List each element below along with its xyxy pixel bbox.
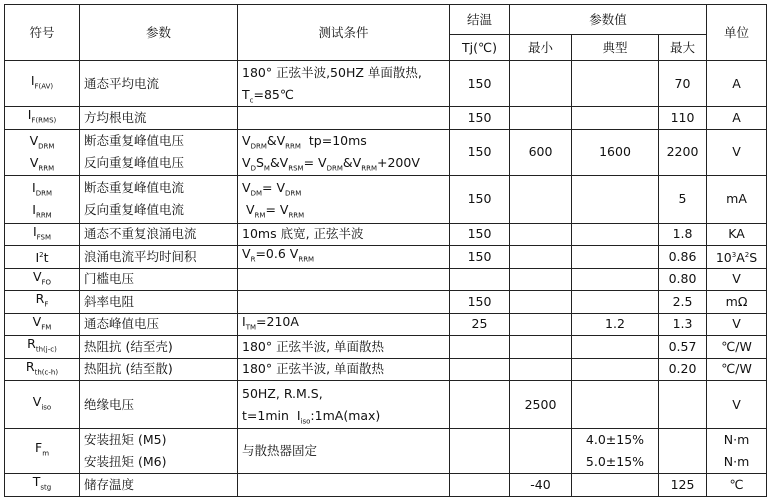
symbol-cell xyxy=(5,336,80,359)
cond-text: &V xyxy=(269,155,289,170)
header-unit: 单位 xyxy=(707,5,767,61)
symbol-cell xyxy=(5,268,80,291)
typ-line: 4.0±15% xyxy=(585,432,645,447)
param-cell: 通态平均电流 xyxy=(80,61,238,107)
cond-line xyxy=(242,405,445,427)
symbol-cell xyxy=(5,429,80,474)
cond-sub: RSM xyxy=(288,164,304,173)
cond-line xyxy=(242,177,445,199)
max-cell: 2200 xyxy=(659,129,707,175)
unit-cell: V xyxy=(707,381,767,429)
cond-cell xyxy=(238,129,450,175)
cond-line xyxy=(242,199,445,221)
symbol-text: R xyxy=(35,291,45,306)
unit-cell: ℃/W xyxy=(707,336,767,359)
cond-sub: DRM xyxy=(285,189,302,198)
cond-sub: RM xyxy=(254,211,266,220)
table-row-rthjc xyxy=(5,336,767,359)
symbol-text: I xyxy=(27,107,32,122)
typ-cell xyxy=(572,268,659,291)
max-cell: 125 xyxy=(659,474,707,497)
typ-cell xyxy=(572,175,659,223)
typ-cell: 1600 xyxy=(572,129,659,175)
header-min: 最小 xyxy=(510,35,572,61)
param-cell: 方均根电流 xyxy=(80,107,238,130)
symbol-text: I xyxy=(32,202,36,217)
cond-text: = V xyxy=(265,202,289,217)
cond-cell: 与散热器固定 xyxy=(238,429,450,474)
typ-cell xyxy=(572,291,659,314)
cond-text: T xyxy=(242,86,250,102)
unit-text: 10 xyxy=(715,250,732,266)
symbol-text: R xyxy=(27,336,36,351)
unit-cell: V xyxy=(707,129,767,175)
table-row-rthch xyxy=(5,358,767,381)
cond-text: &V xyxy=(342,155,362,170)
table-row-ifsm xyxy=(5,223,767,246)
unit-line: N·m xyxy=(723,454,750,469)
cond-cell xyxy=(238,268,450,291)
symbol-sub: RRM xyxy=(38,164,55,173)
header-max: 最大 xyxy=(659,35,707,61)
cond-cell: 10ms 底宽, 正弦半波 xyxy=(238,223,450,246)
cond-cell xyxy=(238,61,450,107)
tj-cell xyxy=(450,358,510,381)
symbol-cell xyxy=(5,175,80,223)
symbol-cell xyxy=(5,313,80,336)
max-cell: 0.57 xyxy=(659,336,707,359)
param-cell: 热阻抗 (结至壳) xyxy=(80,336,238,359)
cond-text: &V xyxy=(266,133,286,148)
cond-text: I xyxy=(242,313,246,329)
tj-cell xyxy=(450,429,510,474)
unit-cell: V xyxy=(707,313,767,336)
tj-cell: 150 xyxy=(450,246,510,269)
cond-sub: RRM xyxy=(298,255,315,264)
max-cell: 0.80 xyxy=(659,268,707,291)
header-tj1: 结温 xyxy=(450,5,510,35)
cond-cell xyxy=(238,313,450,336)
max-cell: 2.5 xyxy=(659,291,707,314)
cond-sub: RRM xyxy=(361,164,377,173)
param-line: 反向重复峰值电流 xyxy=(84,202,185,217)
unit-sup: 3 xyxy=(731,251,737,260)
symbol-sub: DRM xyxy=(35,189,52,198)
symbol-text: I xyxy=(30,72,35,88)
min-cell xyxy=(510,223,572,246)
unit-cell: ℃ xyxy=(707,474,767,497)
cond-cell: 180° 正弦半波, 单面散热 xyxy=(238,358,450,381)
typ-cell xyxy=(572,61,659,107)
symbol-text: R xyxy=(25,358,35,374)
cond-text: t=1min I xyxy=(242,407,301,423)
symbol-text: V xyxy=(32,393,42,409)
cond-line: 180° 正弦半波,50HZ 单面散热, xyxy=(242,64,422,80)
header-cond: 测试条件 xyxy=(238,5,450,61)
symbol-line xyxy=(9,130,75,152)
unit-text: A xyxy=(736,250,745,266)
typ-cell xyxy=(572,223,659,246)
cond-line xyxy=(242,152,445,174)
symbol-text: V xyxy=(29,155,39,170)
cond-text: :1mA(max) xyxy=(310,407,381,423)
max-cell: 70 xyxy=(659,61,707,107)
unit-line: N·m xyxy=(723,432,750,447)
param-cell: 储存温度 xyxy=(80,474,238,497)
tj-cell xyxy=(450,381,510,429)
symbol-cell xyxy=(5,291,80,314)
unit-cell xyxy=(707,246,767,269)
param-cell xyxy=(80,175,238,223)
symbol-cell xyxy=(5,474,80,497)
symbol-line xyxy=(9,199,75,221)
unit-cell: ℃/W xyxy=(707,358,767,381)
typ-cell xyxy=(572,246,659,269)
symbol-line xyxy=(9,177,75,199)
max-cell: 0.86 xyxy=(659,246,707,269)
tj-cell: 150 xyxy=(450,223,510,246)
table-row-vfm xyxy=(5,313,767,336)
symbol-cell xyxy=(5,129,80,175)
param-line: 反向重复峰值电压 xyxy=(84,155,185,170)
min-cell xyxy=(510,358,572,381)
cond-cell xyxy=(238,175,450,223)
param-cell: 浪涌电流平均时间积 xyxy=(80,246,238,269)
tj-cell xyxy=(450,474,510,497)
cond-sub: DM xyxy=(250,189,262,198)
cond-sub: c xyxy=(249,96,254,104)
symbol-cell xyxy=(5,107,80,130)
cond-text: = V xyxy=(262,180,285,195)
header-symbol: 符号 xyxy=(5,5,80,61)
cond-cell xyxy=(238,381,450,429)
max-cell: 1.8 xyxy=(659,223,707,246)
cond-cell: 180° 正弦半波, 单面散热 xyxy=(238,336,450,359)
param-cell: 通态峰值电压 xyxy=(80,313,238,336)
unit-text: S xyxy=(749,250,758,266)
cond-sub: R xyxy=(250,255,256,264)
cond-sub: RRM xyxy=(285,142,301,151)
cond-sub: DRM xyxy=(326,164,343,173)
typ-cell xyxy=(572,429,659,474)
cond-cell xyxy=(238,107,450,130)
cond-text: =85℃ xyxy=(253,86,294,102)
unit-cell: A xyxy=(707,61,767,107)
cond-text: V xyxy=(242,202,255,217)
header-tj2: Tj(℃) xyxy=(450,35,510,61)
symbol-sub: iso xyxy=(41,403,52,412)
symbol-sub: DRM xyxy=(38,142,55,151)
typ-cell xyxy=(572,381,659,429)
unit-cell: KA xyxy=(707,223,767,246)
cond-text: S xyxy=(255,155,264,170)
typ-cell xyxy=(572,474,659,497)
cond-text: = V xyxy=(303,155,327,170)
tj-cell xyxy=(450,268,510,291)
symbol-cell xyxy=(5,246,80,269)
max-cell: 0.20 xyxy=(659,358,707,381)
min-cell xyxy=(510,336,572,359)
cond-sub: TM xyxy=(245,323,257,331)
table-row-i2t xyxy=(5,246,767,269)
tj-cell: 150 xyxy=(450,291,510,314)
min-cell: -40 xyxy=(510,474,572,497)
max-cell: 110 xyxy=(659,107,707,130)
table-row-idrm xyxy=(5,175,767,223)
min-cell xyxy=(510,429,572,474)
min-cell xyxy=(510,61,572,107)
cond-sub: DRM xyxy=(250,142,267,151)
header-values: 参数值 xyxy=(510,5,707,35)
max-cell xyxy=(659,381,707,429)
table-row-vfo xyxy=(5,268,767,291)
header-param: 参数 xyxy=(80,5,238,61)
symbol-text: I xyxy=(35,250,40,266)
param-cell: 热阻抗 (结至散) xyxy=(80,358,238,381)
symbol-sub: th(j-c) xyxy=(35,345,57,354)
min-cell xyxy=(510,107,572,130)
symbol-sub: F xyxy=(44,300,49,309)
symbol-cell xyxy=(5,223,80,246)
tj-cell: 150 xyxy=(450,107,510,130)
table-row-vdrm xyxy=(5,129,767,175)
min-cell: 600 xyxy=(510,129,572,175)
param-cell: 通态不重复浪涌电流 xyxy=(80,223,238,246)
param-line: 断态重复峰值电压 xyxy=(84,133,185,148)
symbol-sub: FM xyxy=(41,323,52,331)
max-cell: 5 xyxy=(659,175,707,223)
symbol-cell xyxy=(5,61,80,107)
cond-line: 50HZ, R.M.S, xyxy=(242,385,323,401)
cond-text: V xyxy=(242,180,251,195)
cond-cell xyxy=(238,474,450,497)
tj-cell: 150 xyxy=(450,61,510,107)
symbol-sup: 2 xyxy=(39,251,44,260)
symbol-text: t xyxy=(43,250,49,266)
cond-text: +200V xyxy=(377,155,420,170)
symbol-text: V xyxy=(29,133,39,148)
symbol-line xyxy=(9,152,75,174)
typ-line: 5.0±15% xyxy=(585,454,645,469)
unit-cell xyxy=(707,429,767,474)
symbol-text: F xyxy=(34,440,43,456)
param-cell: 门槛电压 xyxy=(80,268,238,291)
cond-line xyxy=(242,84,445,106)
spec-table xyxy=(4,4,767,497)
cond-text: V xyxy=(242,155,251,170)
tj-cell: 150 xyxy=(450,129,510,175)
table-row-ifav xyxy=(5,61,767,107)
param-cell: 绝缘电压 xyxy=(80,381,238,429)
unit-sup: 2 xyxy=(744,251,750,260)
min-cell xyxy=(510,246,572,269)
unit-cell: mA xyxy=(707,175,767,223)
symbol-text: V xyxy=(32,313,42,329)
cond-line xyxy=(242,130,445,152)
cond-text: V xyxy=(242,133,251,148)
tj-cell xyxy=(450,336,510,359)
min-cell xyxy=(510,291,572,314)
table-row-tstg xyxy=(5,474,767,497)
symbol-cell xyxy=(5,358,80,381)
min-cell xyxy=(510,268,572,291)
cond-sub: RRM xyxy=(288,211,305,220)
cond-sub: iso xyxy=(300,417,311,425)
header-typ: 典型 xyxy=(572,35,659,61)
table-row-ifrms xyxy=(5,107,767,130)
symbol-sub: F(AV) xyxy=(34,82,54,91)
symbol-sub: F(RMS) xyxy=(31,116,57,125)
symbol-sub: stg xyxy=(40,483,52,492)
cond-text: tp=10ms xyxy=(300,133,367,148)
min-cell xyxy=(510,175,572,223)
min-cell xyxy=(510,313,572,336)
cond-text: V xyxy=(242,246,251,261)
typ-cell xyxy=(572,107,659,130)
cond-sub: D xyxy=(250,164,256,173)
symbol-text: V xyxy=(32,268,42,284)
tj-cell: 150 xyxy=(450,175,510,223)
symbol-sub: th(c-h) xyxy=(34,368,59,376)
symbol-text: I xyxy=(32,180,36,195)
table-row-rf xyxy=(5,291,767,314)
param-line: 安装扭矩 (M6) xyxy=(84,454,167,469)
tj-cell: 25 xyxy=(450,313,510,336)
symbol-cell xyxy=(5,381,80,429)
param-cell xyxy=(80,129,238,175)
unit-cell: mΩ xyxy=(707,291,767,314)
symbol-sub: FSM xyxy=(36,233,52,241)
cond-cell xyxy=(238,291,450,314)
param-cell xyxy=(80,429,238,474)
table-row-fm xyxy=(5,429,767,474)
cond-sub: M xyxy=(263,164,270,173)
symbol-sub: FO xyxy=(41,278,52,286)
symbol-text: I xyxy=(32,223,37,239)
cond-cell xyxy=(238,246,450,269)
min-cell: 2500 xyxy=(510,381,572,429)
param-line: 安装扭矩 (M5) xyxy=(84,432,167,447)
symbol-text: T xyxy=(32,474,41,489)
param-line: 断态重复峰值电流 xyxy=(84,180,185,195)
cond-text: =0.6 V xyxy=(255,246,299,261)
unit-cell: A xyxy=(707,107,767,130)
cond-text: =210A xyxy=(256,313,299,329)
typ-cell xyxy=(572,336,659,359)
max-cell: 1.3 xyxy=(659,313,707,336)
max-cell xyxy=(659,429,707,474)
typ-cell: 1.2 xyxy=(572,313,659,336)
symbol-sub: RRM xyxy=(35,211,52,220)
table-row-viso xyxy=(5,381,767,429)
param-cell: 斜率电阻 xyxy=(80,291,238,314)
header-row xyxy=(5,5,767,35)
unit-cell: V xyxy=(707,268,767,291)
typ-cell xyxy=(572,358,659,381)
symbol-sub: m xyxy=(42,449,50,458)
